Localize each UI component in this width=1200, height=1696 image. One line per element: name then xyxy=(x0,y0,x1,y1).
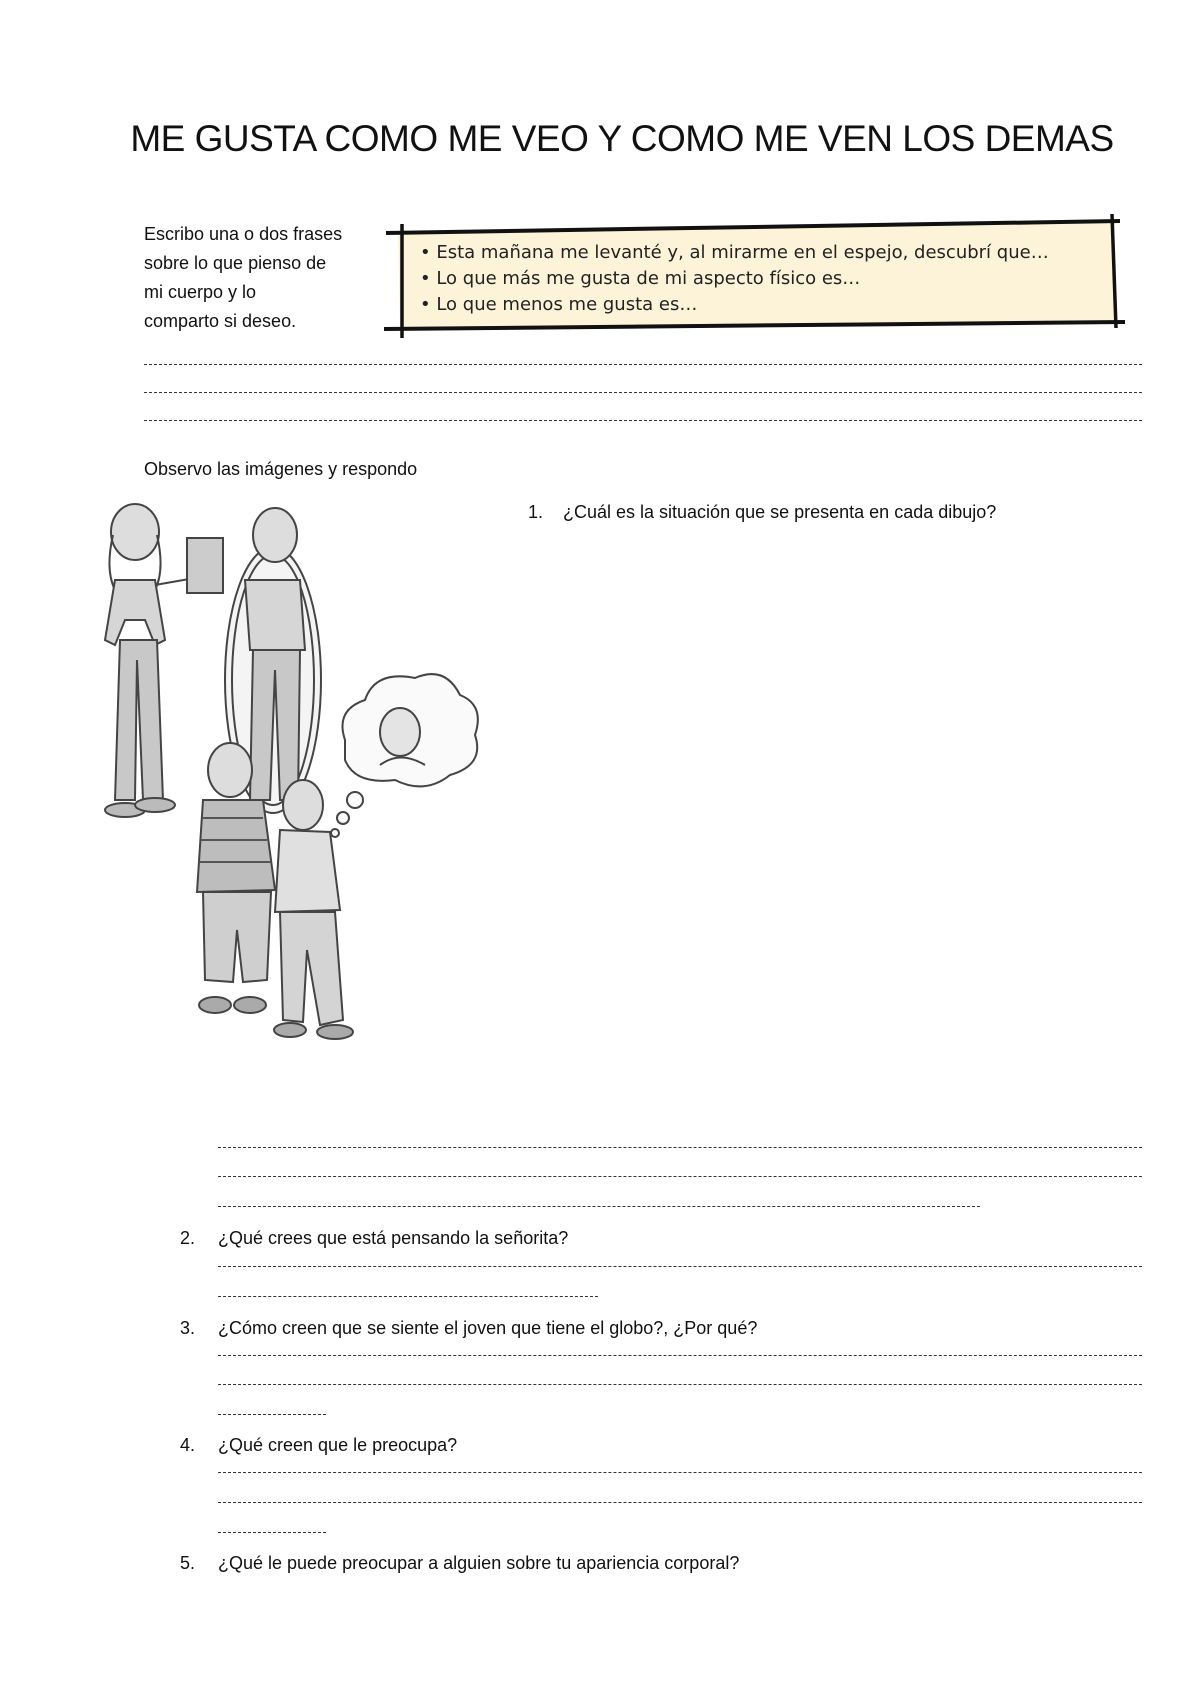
question-3 xyxy=(180,1318,758,1339)
illustration-drawing xyxy=(85,500,485,1140)
prompt-item: • Esta mañana me levanté y, al mirarme en el espejo, descubrí que… xyxy=(420,242,1049,263)
answer-line[interactable] xyxy=(218,1296,598,1297)
question-5 xyxy=(180,1553,740,1574)
answer-line[interactable] xyxy=(218,1147,1142,1148)
question-1 xyxy=(528,502,996,523)
answer-line[interactable] xyxy=(144,392,1142,393)
question-number: 5. xyxy=(180,1553,196,1573)
answer-line[interactable] xyxy=(144,420,1142,421)
question-text: ¿Qué le puede preocupar a alguien sobre tu apariencia corporal? xyxy=(218,1553,740,1573)
question-number: 4. xyxy=(180,1435,196,1455)
prompt-item: • Lo que más me gusta de mi aspecto físico es… xyxy=(420,268,861,289)
prompt-item: • Lo que menos me gusta es… xyxy=(420,294,698,315)
intro-line: sobre lo que pienso de xyxy=(144,253,327,273)
answer-line[interactable] xyxy=(218,1472,1142,1473)
answer-line[interactable] xyxy=(218,1206,980,1207)
answer-line[interactable] xyxy=(144,364,1142,365)
answer-line[interactable] xyxy=(218,1532,326,1533)
page-title: ME GUSTA COMO ME VEO Y COMO ME VEN LOS DEMAS xyxy=(130,118,1114,159)
answer-line[interactable] xyxy=(218,1502,1142,1503)
question-number: 1. xyxy=(528,502,544,522)
question-number: 2. xyxy=(180,1228,196,1248)
question-2 xyxy=(180,1228,569,1249)
intro-line: mi cuerpo y lo xyxy=(144,282,257,302)
question-4 xyxy=(180,1435,458,1456)
answer-line[interactable] xyxy=(218,1355,1142,1356)
answer-line[interactable] xyxy=(218,1414,326,1415)
intro-line: Escribo una o dos frases xyxy=(144,224,343,244)
answer-line[interactable] xyxy=(218,1176,1142,1177)
question-number: 3. xyxy=(180,1318,196,1338)
question-text: ¿Cuál es la situación que se presenta en cada dibujo? xyxy=(563,502,997,522)
intro-instructions xyxy=(144,220,374,336)
question-text: ¿Qué creen que le preocupa? xyxy=(218,1435,458,1455)
answer-line[interactable] xyxy=(218,1266,1142,1267)
prompt-box xyxy=(380,210,1130,340)
question-text: ¿Qué crees que está pensando la señorita? xyxy=(218,1228,569,1248)
question-text: ¿Cómo creen que se siente el joven que tiene el globo?, ¿Por qué? xyxy=(218,1318,758,1338)
observe-label: Observo las imágenes y respondo xyxy=(144,459,418,479)
answer-line[interactable] xyxy=(218,1384,1142,1385)
intro-line: comparto si deseo. xyxy=(144,311,297,331)
illustration xyxy=(85,500,485,1145)
